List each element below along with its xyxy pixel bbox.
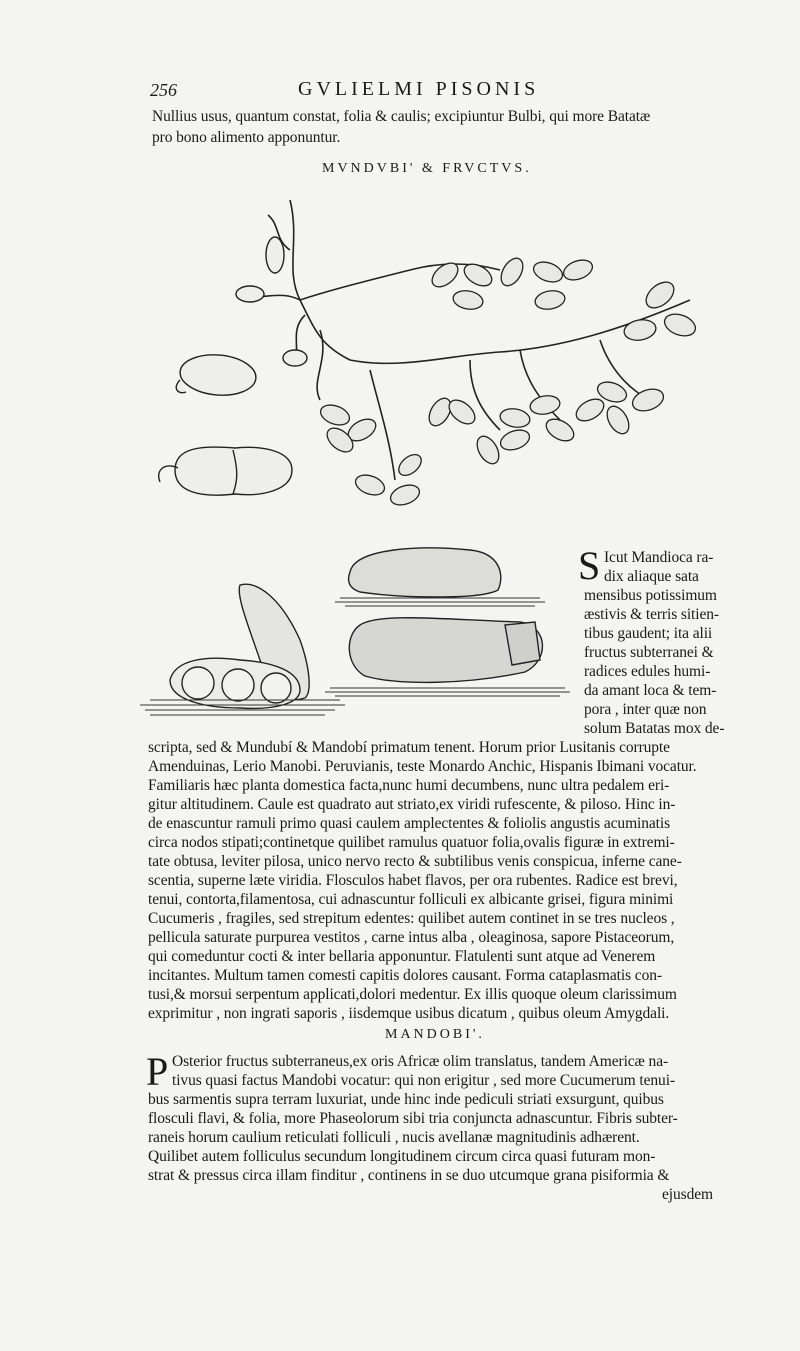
intro-line: pro bono alimento apponuntur. <box>152 129 341 146</box>
root <box>317 330 323 400</box>
seed <box>222 669 254 701</box>
body-line: pellicula saturate purpurea vestitos , carne intus alba , oleaginosa, sapore Pistaceorum, <box>148 929 675 946</box>
side-line: tibus gaudent; ita alii <box>584 625 713 642</box>
pod-large <box>349 548 501 597</box>
body-line: de enascuntur ramuli primo quasi caulem amplectentes & foliolis angustis acuminatis <box>148 815 671 832</box>
drop-cap-s: S <box>578 543 601 588</box>
body-line: Quilibet autem folliculus secundum longitudinem circum circa quasi futuram mon- <box>148 1148 656 1165</box>
pod <box>266 237 284 273</box>
body-line: scentia, superne læte viridia. Flosculos habet flavos, per ora rubentes. Radice est brevi, <box>148 872 678 889</box>
body-line: strat & pressus circa illam finditur , continens in se duo utcumque grana pisiformia & <box>148 1167 670 1184</box>
side-line: dix aliaque sata <box>604 568 699 585</box>
body-line: flosculi flavi, & folia, more Phaseolorum sibi tria conjuncta adnascuntur. Fibris subter- <box>148 1110 678 1127</box>
leaf <box>388 481 422 508</box>
leaf <box>573 395 608 426</box>
section-title-mandobi: MANDOBI'. <box>385 1027 485 1042</box>
body-line: tusi,& morsui serpentum applicati,dolori medentur. Ex illis quoque oleum clarissimum <box>148 986 677 1003</box>
leaf <box>534 289 567 312</box>
page-number: 256 <box>150 80 177 100</box>
leaf <box>353 471 387 498</box>
leaf <box>497 255 528 290</box>
leaf <box>529 394 562 417</box>
body-line: gitur altitudinem. Caule est quadrato aut striato,ex viridi rufescente, & piloso. Hinc in- <box>148 796 676 813</box>
side-line: pora , inter quæ non <box>584 701 707 718</box>
leaf <box>395 451 425 480</box>
pod <box>178 352 257 398</box>
pod <box>283 350 307 366</box>
seed <box>182 667 214 699</box>
side-line: mensibus potissimum <box>584 587 717 604</box>
body-line: Familiaris hæc planta domestica facta,nunc humi decumbens, nunc ultra pedalem eri- <box>148 777 670 794</box>
side-line: solum Batatas mox de- <box>584 720 725 737</box>
body-line: tivus quasi factus Mandobi vocatur: qui non erigitur , sed more Cucumerum tenui- <box>172 1072 675 1089</box>
running-title: GVLIELMI PISONIS <box>298 78 540 100</box>
leaf <box>473 433 504 468</box>
section-title-mundubi: MVNDVBI' & FRVCTVS. <box>322 161 532 176</box>
leaf <box>662 310 699 340</box>
side-line: radices edules humi- <box>584 663 711 680</box>
leaf <box>531 258 565 285</box>
pod-end <box>505 622 540 665</box>
body-line: scripta, sed & Mundubí & Mandobí primatum tenent. Horum prior Lusitanis corrupte <box>148 739 670 756</box>
body-line: tate obtusa, leviter pilosa, unico nervo recto & subtilibus venis conspicua, inferne cane- <box>148 853 682 870</box>
side-line: æstivis & terris sitien- <box>584 606 719 623</box>
leaf <box>561 256 595 283</box>
leaf <box>603 403 634 438</box>
body-line: Osterior fructus subterraneus,ex oris Africæ olim translatus, tandem Americæ na- <box>172 1053 669 1070</box>
body-line: qui comeduntur cocti & inter bellaria apponuntur. Flatulenti sunt atque ad Venerem <box>148 948 656 965</box>
intro-line: Nullius usus, quantum constat, folia & caulis; excipiuntur Bulbi, qui more Batatæ <box>152 108 651 125</box>
body-line: incitantes. Multum tamen comesti capitis dolores causant. Forma cataplasmatis con- <box>148 967 662 984</box>
pod <box>236 286 264 302</box>
leaf <box>499 407 532 430</box>
body-line: exprimitur , non ingrati saporis , iisdemque usibus dicatum , quibus oleum Amygdali. <box>148 1005 670 1022</box>
leaf <box>452 289 485 312</box>
body-line: Amenduinas, Lerio Manobi. Peruvianis, teste Monardo Anchic, Hispanis Ibimani vocatur. <box>148 758 697 775</box>
side-line: fructus subterranei & <box>584 644 714 661</box>
catchword: ejusdem <box>662 1186 713 1203</box>
body-line: tenui, contorta,filamentosa, cui adnascuntur folliculi ex albicante grisei, figura minimi <box>148 891 674 908</box>
side-line: da amant loca & tem- <box>584 682 717 699</box>
leaf <box>623 317 658 342</box>
body-line: Cucumeris , fragiles, sed strepitum edentes: quilibet autem continet in se tres nucleos , <box>148 910 675 927</box>
body-line: raneis horum caulium reticulati folliculi , nucis avellanæ magnitudinis adhærent. <box>148 1129 640 1146</box>
body-line: circa nodos stipati;continetque quilibet ramulus quatuor folia,ovalis figuræ in extremi- <box>148 834 675 851</box>
body-line: bus sarmentis supra terram luxuriat, unde hinc inde pediculi striati exsurgunt, quibus <box>148 1091 664 1108</box>
side-line: Icut Mandioca ra- <box>604 549 714 566</box>
leaf <box>498 426 532 453</box>
seed <box>261 673 291 703</box>
drop-cap-p: P <box>146 1049 169 1094</box>
leaf <box>318 401 352 428</box>
